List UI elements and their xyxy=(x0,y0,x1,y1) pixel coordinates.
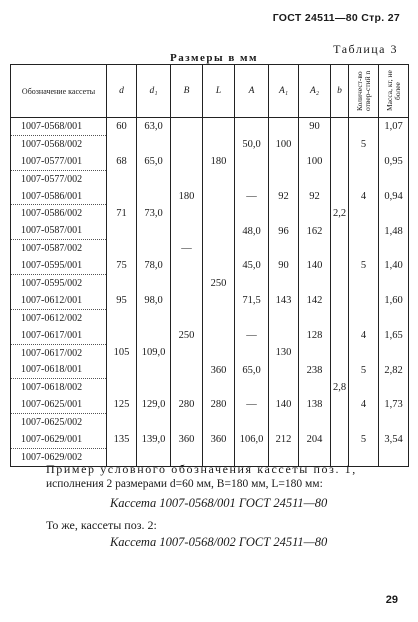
cell-b: 2,8 xyxy=(331,379,349,396)
table-row xyxy=(11,222,409,239)
cell-b xyxy=(331,257,349,274)
cell-l xyxy=(203,344,235,361)
cell-a1 xyxy=(269,414,299,431)
cell-d1 xyxy=(137,188,171,205)
cell-d: 60 xyxy=(107,118,137,136)
cell-qty: 5 xyxy=(349,431,379,448)
cell-a2: 238 xyxy=(299,361,331,378)
cell-a2: 162 xyxy=(299,222,331,239)
col-header-b-width: B xyxy=(171,65,203,118)
example-line-1: Пример условного обозначения кассеты поз. 1, xyxy=(46,462,357,476)
cell-a: — xyxy=(235,327,269,344)
cell-code: 1007-0618/002 xyxy=(11,379,107,396)
cell-l: 280 xyxy=(203,396,235,413)
cell-a1: 92 xyxy=(269,188,299,205)
cell-mass: 2,82 xyxy=(379,361,409,378)
cell-l xyxy=(203,205,235,222)
cell-qty xyxy=(349,292,379,309)
example-line-3: Кассета 1007-0568/001 ГОСТ 24511—80 xyxy=(110,496,328,510)
cell-a xyxy=(235,379,269,396)
cell-mass xyxy=(379,379,409,396)
cell-l xyxy=(203,135,235,152)
cell-d: 125 xyxy=(107,396,137,413)
table-row xyxy=(11,188,409,205)
table-row xyxy=(11,396,409,413)
cell-d1 xyxy=(137,361,171,378)
cell-qty xyxy=(349,275,379,292)
cell-qty: 4 xyxy=(349,327,379,344)
cell-a2 xyxy=(299,170,331,187)
col-header-b: b xyxy=(331,65,349,118)
cell-b xyxy=(171,222,203,239)
cell-code: 1007-0568/001 xyxy=(11,118,107,136)
cell-qty xyxy=(349,222,379,239)
cell-code: 1007-0629/001 xyxy=(11,431,107,448)
cell-qty: 5 xyxy=(349,257,379,274)
table-row xyxy=(11,431,409,448)
cell-a2 xyxy=(299,414,331,431)
example-line-5: Кассета 1007-0568/002 ГОСТ 24511—80 xyxy=(110,535,328,549)
cell-a1: 100 xyxy=(269,135,299,152)
cell-a xyxy=(235,240,269,257)
cell-qty: 4 xyxy=(349,396,379,413)
cell-qty xyxy=(349,414,379,431)
cell-a1 xyxy=(269,361,299,378)
cell-a1 xyxy=(269,118,299,136)
cell-a2: 92 xyxy=(299,188,331,205)
dimensions-caption: Размеры в мм xyxy=(170,52,258,64)
cell-b xyxy=(331,396,349,413)
cell-b xyxy=(331,275,349,292)
table-row xyxy=(11,275,409,292)
cell-a1 xyxy=(269,327,299,344)
cell-a1 xyxy=(269,240,299,257)
cell-a xyxy=(235,205,269,222)
cell-b xyxy=(171,292,203,309)
cell-d1: 78,0 xyxy=(137,257,171,274)
cell-mass xyxy=(379,240,409,257)
col-header-a: A xyxy=(235,65,269,118)
cell-b: 250 xyxy=(171,327,203,344)
cell-l xyxy=(203,118,235,136)
table-row xyxy=(11,414,409,431)
col-header-qty-text: Количест-во отвер-стий n xyxy=(354,70,372,112)
cell-qty xyxy=(349,309,379,326)
cell-a2: 142 xyxy=(299,292,331,309)
cell-a1 xyxy=(269,170,299,187)
cell-qty: 5 xyxy=(349,135,379,152)
cell-code: 1007-0617/001 xyxy=(11,327,107,344)
cell-mass: 0,94 xyxy=(379,188,409,205)
cell-d xyxy=(107,361,137,378)
cell-d: 95 xyxy=(107,292,137,309)
cell-d xyxy=(107,379,137,396)
cell-a2 xyxy=(299,240,331,257)
cell-l: 180 xyxy=(203,153,235,170)
cell-code: 1007-0629/002 xyxy=(11,448,107,466)
cell-a xyxy=(235,414,269,431)
cell-d1: 73,0 xyxy=(137,205,171,222)
cell-d1 xyxy=(137,327,171,344)
cell-code: 1007-0586/002 xyxy=(11,205,107,222)
cell-b xyxy=(331,361,349,378)
dimensions-table-wrap xyxy=(10,64,408,467)
cell-a xyxy=(235,309,269,326)
cell-code: 1007-0612/001 xyxy=(11,292,107,309)
cell-a1 xyxy=(269,205,299,222)
cell-d xyxy=(107,170,137,187)
table-row xyxy=(11,170,409,187)
cell-l xyxy=(203,170,235,187)
cell-d1 xyxy=(137,379,171,396)
cell-l xyxy=(203,309,235,326)
cell-l: 250 xyxy=(203,275,235,292)
cell-d1 xyxy=(137,414,171,431)
col-header-name: Обозначение кассеты xyxy=(11,65,107,118)
cell-l xyxy=(203,240,235,257)
cell-b xyxy=(331,431,349,448)
cell-d: 68 xyxy=(107,153,137,170)
cell-mass: 1,60 xyxy=(379,292,409,309)
cell-a2: 90 xyxy=(299,118,331,136)
cell-b: 180 xyxy=(171,188,203,205)
cell-d1 xyxy=(137,170,171,187)
cell-b xyxy=(171,257,203,274)
cell-l xyxy=(203,188,235,205)
cell-d xyxy=(107,327,137,344)
cell-l xyxy=(203,327,235,344)
cell-b xyxy=(171,205,203,222)
cell-b xyxy=(171,135,203,152)
cell-b xyxy=(171,153,203,170)
cell-mass: 1,48 xyxy=(379,222,409,239)
cell-d: 135 xyxy=(107,431,137,448)
cell-qty xyxy=(349,118,379,136)
cell-code: 1007-0587/001 xyxy=(11,222,107,239)
cell-d xyxy=(107,309,137,326)
cell-qty xyxy=(349,379,379,396)
cell-a: 71,5 xyxy=(235,292,269,309)
example-line-4: То же, кассеты поз. 2: xyxy=(46,518,157,532)
cell-a1: 96 xyxy=(269,222,299,239)
cell-code: 1007-0577/001 xyxy=(11,153,107,170)
table-row xyxy=(11,327,409,344)
cell-b xyxy=(171,379,203,396)
cell-a xyxy=(235,153,269,170)
cell-mass xyxy=(379,414,409,431)
cell-a1 xyxy=(269,379,299,396)
cell-a2: 128 xyxy=(299,327,331,344)
cell-b xyxy=(331,170,349,187)
cell-code: 1007-0586/001 xyxy=(11,188,107,205)
cell-a: — xyxy=(235,396,269,413)
cell-d1: 129,0 xyxy=(137,396,171,413)
table-row xyxy=(11,205,409,222)
cell-b xyxy=(331,309,349,326)
cell-code: 1007-0568/002 xyxy=(11,135,107,152)
col-header-d1: d₁ xyxy=(137,65,171,118)
cell-b xyxy=(171,275,203,292)
cell-a2: 138 xyxy=(299,396,331,413)
cell-b: 2,2 xyxy=(331,205,349,222)
cell-code: 1007-0617/002 xyxy=(11,344,107,361)
cell-d xyxy=(107,414,137,431)
cell-qty xyxy=(349,205,379,222)
cell-d1: 63,0 xyxy=(137,118,171,136)
cell-d xyxy=(107,135,137,152)
table-header-row xyxy=(11,65,409,118)
page-number: 29 xyxy=(385,594,398,606)
cell-d1: 139,0 xyxy=(137,431,171,448)
cell-d1: 65,0 xyxy=(137,153,171,170)
cell-d xyxy=(107,222,137,239)
cell-a: 45,0 xyxy=(235,257,269,274)
cell-mass: 0,95 xyxy=(379,153,409,170)
col-header-qty xyxy=(349,65,379,118)
cell-code: 1007-0587/002 xyxy=(11,240,107,257)
cell-b xyxy=(331,188,349,205)
cell-a2: 100 xyxy=(299,153,331,170)
cell-qty xyxy=(349,240,379,257)
cell-a2 xyxy=(299,309,331,326)
cell-b xyxy=(171,414,203,431)
cell-b xyxy=(331,292,349,309)
cell-a1 xyxy=(269,153,299,170)
cell-a xyxy=(235,118,269,136)
cell-b xyxy=(331,222,349,239)
table-row xyxy=(11,361,409,378)
cell-a2: 140 xyxy=(299,257,331,274)
cell-l xyxy=(203,379,235,396)
cell-a1: 90 xyxy=(269,257,299,274)
table-row xyxy=(11,344,409,361)
cell-qty xyxy=(349,170,379,187)
cell-code: 1007-0618/001 xyxy=(11,361,107,378)
cell-a: 50,0 xyxy=(235,135,269,152)
cell-d1 xyxy=(137,309,171,326)
cell-b xyxy=(171,118,203,136)
dimensions-table xyxy=(10,64,409,467)
col-header-l: L xyxy=(203,65,235,118)
cell-a2 xyxy=(299,205,331,222)
cell-mass: 1,07 xyxy=(379,118,409,136)
cell-b xyxy=(331,414,349,431)
cell-b xyxy=(331,153,349,170)
cell-l xyxy=(203,414,235,431)
cell-d1: 98,0 xyxy=(137,292,171,309)
cell-a1 xyxy=(269,275,299,292)
cell-d1 xyxy=(137,240,171,257)
cell-a1 xyxy=(269,309,299,326)
table-row xyxy=(11,379,409,396)
cell-d xyxy=(107,188,137,205)
cell-a: — xyxy=(235,188,269,205)
cell-a2 xyxy=(299,275,331,292)
cell-d1 xyxy=(137,135,171,152)
cell-b xyxy=(171,344,203,361)
col-header-mass-text: Масса, кг, не более xyxy=(384,70,402,112)
cell-code: 1007-0595/002 xyxy=(11,275,107,292)
cell-b xyxy=(331,118,349,136)
cell-mass xyxy=(379,170,409,187)
cell-code: 1007-0577/002 xyxy=(11,170,107,187)
cell-mass xyxy=(379,205,409,222)
table-row xyxy=(11,240,409,257)
cell-d: 75 xyxy=(107,257,137,274)
example-line-2: исполнения 2 размерами d=60 мм, B=180 мм, L=180 мм: xyxy=(46,478,323,490)
cell-b: — xyxy=(171,240,203,257)
table-row xyxy=(11,257,409,274)
cell-a: 106,0 xyxy=(235,431,269,448)
cell-l xyxy=(203,222,235,239)
cell-d: 105 xyxy=(107,344,137,361)
cell-mass xyxy=(379,135,409,152)
col-header-mass xyxy=(379,65,409,118)
cell-b xyxy=(331,327,349,344)
cell-qty: 4 xyxy=(349,188,379,205)
cell-b xyxy=(331,344,349,361)
cell-b xyxy=(171,361,203,378)
cell-l xyxy=(203,292,235,309)
table-row xyxy=(11,153,409,170)
table-row xyxy=(11,292,409,309)
cell-d: 71 xyxy=(107,205,137,222)
cell-b xyxy=(331,135,349,152)
table-body xyxy=(11,118,409,467)
cell-qty xyxy=(349,344,379,361)
cell-qty xyxy=(349,153,379,170)
cell-d1 xyxy=(137,275,171,292)
cell-a: 48,0 xyxy=(235,222,269,239)
cell-mass: 3,54 xyxy=(379,431,409,448)
cell-l: 360 xyxy=(203,361,235,378)
cell-mass xyxy=(379,275,409,292)
cell-code: 1007-0625/002 xyxy=(11,414,107,431)
cell-a xyxy=(235,275,269,292)
cell-code: 1007-0625/001 xyxy=(11,396,107,413)
col-header-d: d xyxy=(107,65,137,118)
cell-a2 xyxy=(299,135,331,152)
cell-b: 360 xyxy=(171,431,203,448)
cell-qty: 5 xyxy=(349,361,379,378)
cell-b: 280 xyxy=(171,396,203,413)
page-header: ГОСТ 24511—80 Стр. 27 xyxy=(272,12,400,24)
cell-mass xyxy=(379,344,409,361)
cell-b xyxy=(331,240,349,257)
cell-a2: 204 xyxy=(299,431,331,448)
cell-code: 1007-0595/001 xyxy=(11,257,107,274)
cell-b xyxy=(171,309,203,326)
cell-a xyxy=(235,344,269,361)
cell-a xyxy=(235,170,269,187)
table-row xyxy=(11,118,409,136)
cell-a2 xyxy=(299,344,331,361)
cell-d1 xyxy=(137,222,171,239)
table-label: Таблица 3 xyxy=(333,42,398,56)
cell-b xyxy=(171,170,203,187)
cell-l: 360 xyxy=(203,431,235,448)
table-row xyxy=(11,135,409,152)
cell-d1: 109,0 xyxy=(137,344,171,361)
col-header-a2: A₂ xyxy=(299,65,331,118)
cell-a: 65,0 xyxy=(235,361,269,378)
cell-l xyxy=(203,257,235,274)
col-header-a1: A₁ xyxy=(269,65,299,118)
cell-a1: 143 xyxy=(269,292,299,309)
cell-a1: 212 xyxy=(269,431,299,448)
cell-d xyxy=(107,275,137,292)
cell-a2 xyxy=(299,379,331,396)
cell-mass: 1,73 xyxy=(379,396,409,413)
table-row xyxy=(11,309,409,326)
cell-mass: 1,40 xyxy=(379,257,409,274)
cell-code: 1007-0612/002 xyxy=(11,309,107,326)
cell-a1: 140 xyxy=(269,396,299,413)
cell-mass: 1,65 xyxy=(379,327,409,344)
cell-mass xyxy=(379,309,409,326)
cell-a1: 130 xyxy=(269,344,299,361)
cell-d xyxy=(107,240,137,257)
